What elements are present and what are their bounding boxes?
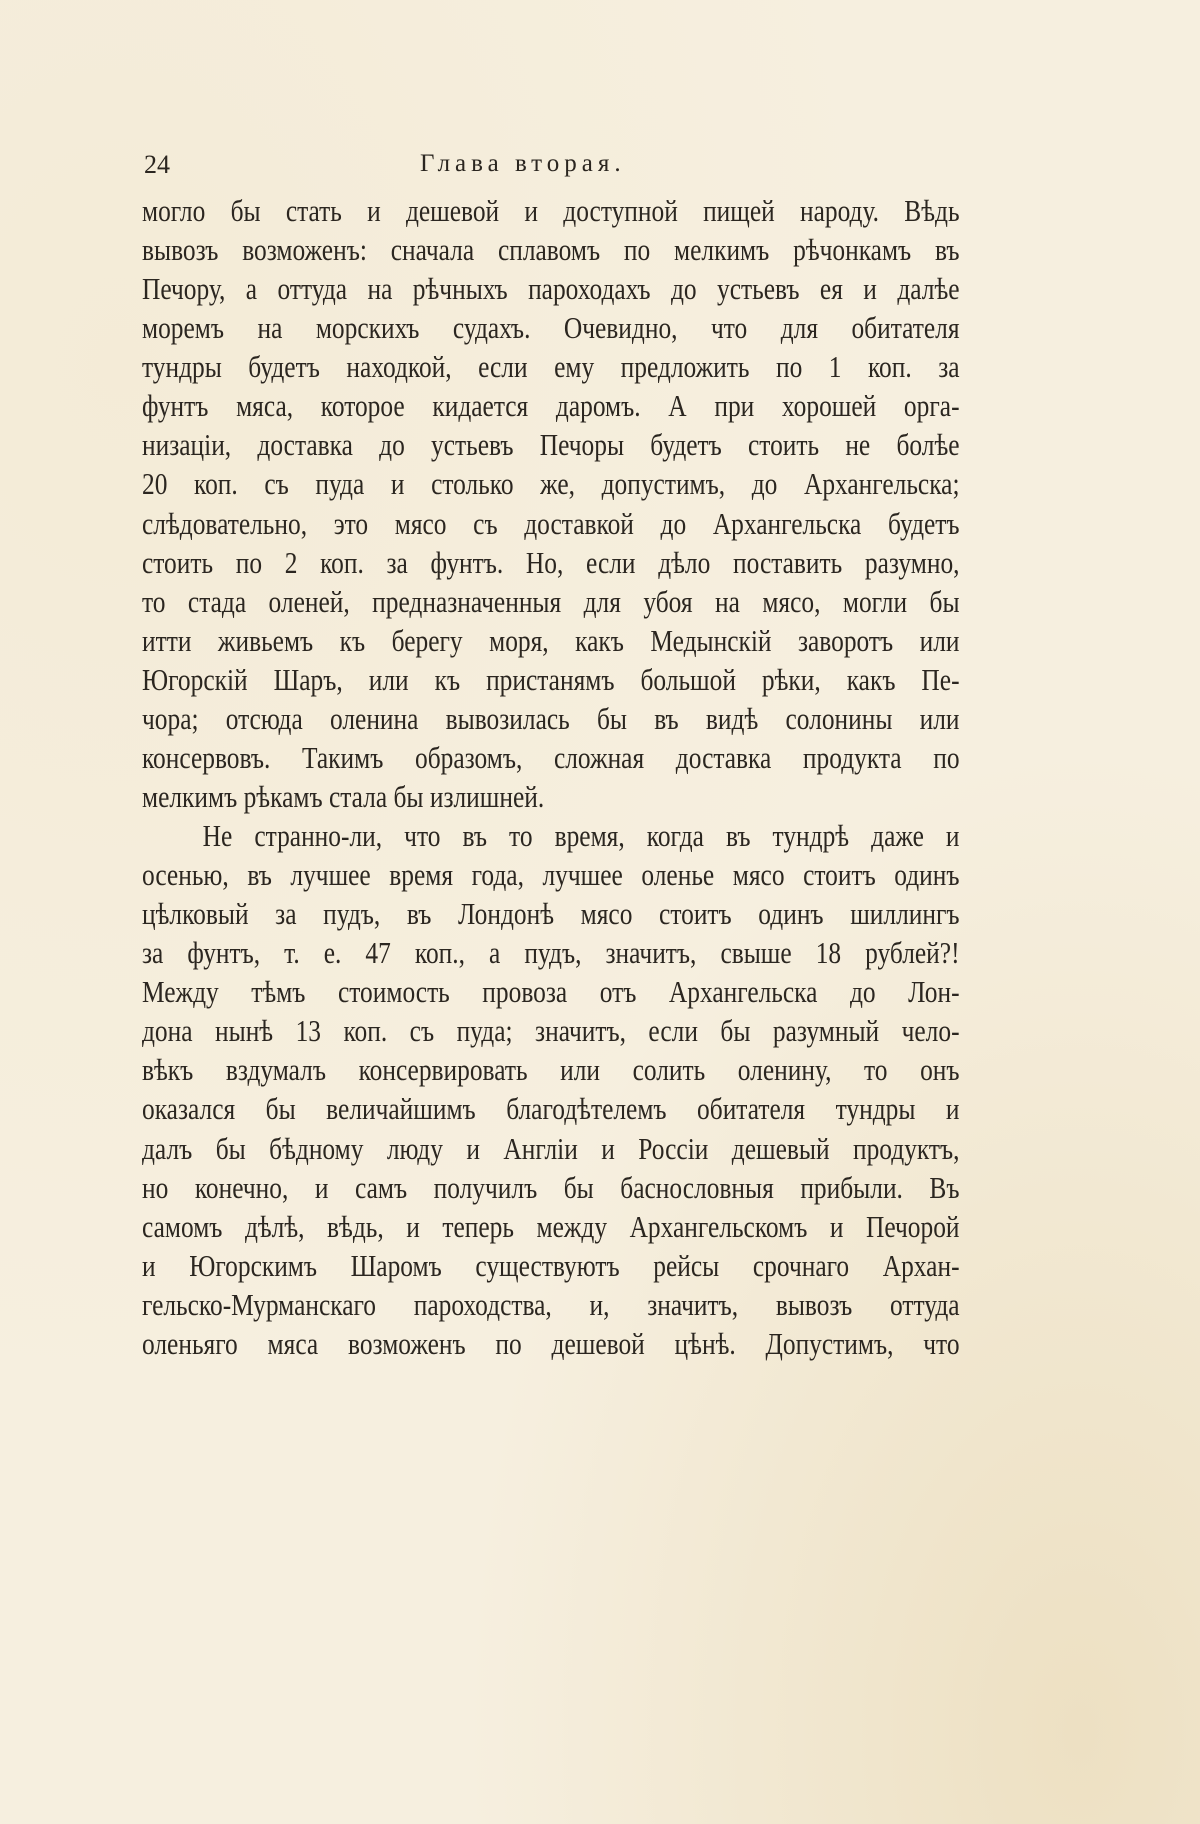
- text-line: самомъ дѣлѣ, вѣдь, и теперь между Архангельскомъ и Печорой: [142, 1208, 960, 1244]
- text-line: Между тѣмъ стоимость провоза отъ Архангельска до Лон-: [142, 974, 960, 1010]
- text-line: но конечно, и самъ получилъ бы баснословныя прибыли. Въ: [142, 1169, 960, 1205]
- text-line: цѣлковый за пудъ, въ Лондонѣ мясо стоитъ одинъ шиллингъ: [142, 896, 960, 932]
- paragraph: [142, 191, 960, 816]
- text-line: осенью, въ лучшее время года, лучшее оленье мясо стоитъ одинъ: [142, 857, 960, 893]
- text-line: чора; отсюда оленина вывозилась бы въ видѣ солонины или: [142, 700, 960, 736]
- text-line: фунтъ мяса, которое кидается даромъ. А при хорошей орга-: [142, 388, 960, 424]
- text-line: за фунтъ, т. е. 47 коп., а пудъ, значитъ, свыше 18 рублей?!: [142, 935, 960, 971]
- text-line: гельско-Мурманскаго пароходства, и, значитъ, вывозъ оттуда: [142, 1286, 960, 1322]
- text-line: Не странно-ли, что въ то время, когда въ тундрѣ даже и: [202, 818, 960, 853]
- text-line: стоить по 2 коп. за фунтъ. Но, если дѣло поставить разумно,: [142, 544, 960, 580]
- running-title: Глава вторая.: [420, 150, 626, 177]
- text-line: вывозъ возможенъ: сначала сплавомъ по мелкимъ рѣчонкамъ въ: [142, 232, 960, 268]
- text-line: то стада оленей, предназначенныя для убоя на мясо, могли бы: [142, 583, 960, 619]
- text-line: далъ бы бѣдному люду и Англiи и Россiи дешевый продуктъ,: [142, 1130, 960, 1166]
- text-line: моремъ на морскихъ судахъ. Очевидно, что для обитателя: [142, 310, 960, 346]
- body-text: [142, 191, 960, 1363]
- text-line: вѣкъ вздумалъ консервировать или солить оленину, то онъ: [142, 1052, 960, 1088]
- text-line: слѣдовательно, это мясо съ доставкой до Архангельска будетъ: [142, 505, 960, 541]
- text-line: оказался бы величайшимъ благодѣтелемъ обитателя тундры и: [142, 1091, 960, 1127]
- text-line: Югорскiй Шаръ, или къ пристанямъ большой рѣки, какъ Пе-: [142, 661, 960, 697]
- text-line: оленьяго мяса возможенъ по дешевой цѣнѣ. Допустимъ, что: [142, 1325, 960, 1361]
- text-line: Печору, а оттуда на рѣчныхъ пароходахъ до устьевъ ея и далѣе: [142, 271, 960, 307]
- text-line: дона нынѣ 13 коп. съ пуда; значитъ, если бы разумный чело-: [142, 1013, 960, 1049]
- text-line: низацiи, доставка до устьевъ Печоры будетъ стоить не болѣе: [142, 427, 960, 463]
- text-line: мелкимъ рѣкамъ стала бы излишней.: [142, 778, 545, 814]
- page-number: 24: [144, 150, 170, 179]
- text-line: 20 коп. съ пуда и столько же, допустимъ, до Архангельска;: [142, 466, 960, 502]
- text-line: могло бы стать и дешевой и доступной пищей народу. Вѣдь: [142, 193, 960, 228]
- text-line: консервовъ. Такимъ образомъ, сложная доставка продукта по: [142, 739, 960, 775]
- paragraph: [142, 816, 960, 1363]
- text-line: и Югорскимъ Шаромъ существуютъ рейсы срочнаго Архан-: [142, 1247, 960, 1283]
- text-line: тундры будетъ находкой, если ему предложить по 1 коп. за: [142, 349, 960, 385]
- text-line: итти живьемъ къ берегу моря, какъ Медынскiй заворотъ или: [142, 622, 960, 658]
